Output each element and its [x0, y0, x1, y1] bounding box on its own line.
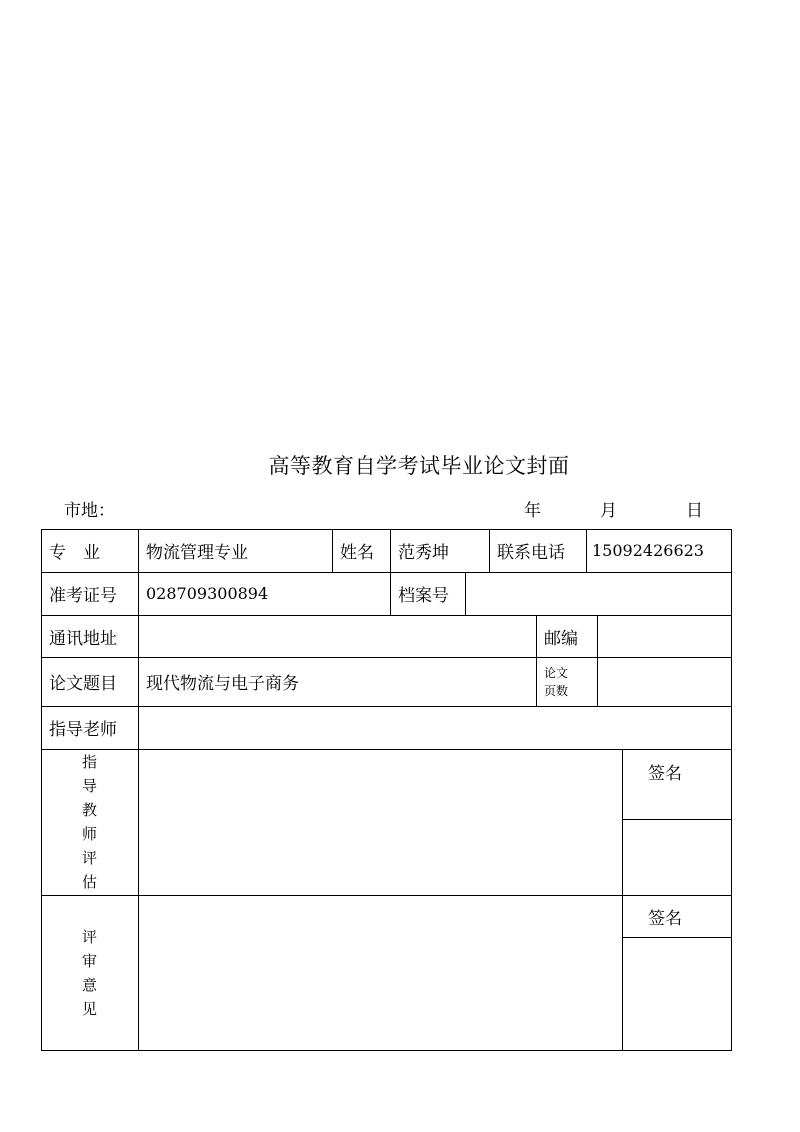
advisor-eval-label — [41, 749, 138, 895]
advisor-eval-char: 评 — [81, 849, 97, 867]
advisor-sign-field[interactable] — [622, 820, 732, 895]
thesis-cover-form — [41, 529, 732, 1051]
file-no-label: 档案号 — [398, 586, 449, 606]
pages-label-line2: 页数 — [544, 683, 569, 698]
thesis-title-label: 论文题目 — [49, 674, 117, 694]
review-char: 审 — [81, 952, 97, 970]
pages-label-line1: 论文 — [544, 665, 569, 680]
name-label: 姓名 — [340, 543, 374, 563]
address-label: 通讯地址 — [49, 628, 117, 649]
review-char: 意 — [81, 976, 97, 994]
day-label: 日 — [686, 501, 703, 521]
thesis-title-value[interactable]: 现代物流与电子商务 — [146, 674, 299, 694]
postcode-value[interactable] — [597, 615, 732, 657]
advisor-eval-char: 指 — [81, 753, 97, 771]
phone-label: 联系电话 — [497, 543, 565, 563]
month-label: 月 — [600, 501, 617, 521]
pages-label — [536, 657, 597, 706]
address-value[interactable] — [138, 615, 536, 657]
advisor-eval-content[interactable] — [138, 749, 622, 895]
phone-value[interactable]: 15092426623 — [592, 541, 704, 560]
postcode-label: 邮编 — [544, 628, 578, 649]
exam-id-label: 准考证号 — [49, 586, 117, 606]
review-sign-label: 签名 — [648, 908, 682, 929]
advisor-value[interactable] — [138, 706, 732, 749]
review-content[interactable] — [138, 895, 622, 1051]
form-title: 高等教育自学考试毕业论文封面 — [268, 454, 570, 478]
review-char: 见 — [81, 1000, 97, 1018]
review-sign-field[interactable] — [622, 938, 732, 1051]
exam-id-value[interactable]: 028709300894 — [146, 584, 269, 603]
advisor-sign-label: 签名 — [648, 763, 682, 784]
advisor-eval-char: 导 — [81, 777, 97, 795]
city-label: 市地： — [64, 501, 115, 521]
pages-value[interactable] — [597, 657, 732, 706]
review-char: 评 — [81, 928, 97, 946]
year-label: 年 — [524, 501, 541, 521]
file-no-value[interactable] — [465, 572, 732, 615]
review-label — [41, 895, 138, 1051]
major-label: 专 业 — [49, 543, 100, 563]
advisor-eval-char: 估 — [81, 873, 97, 891]
advisor-eval-char: 师 — [81, 825, 97, 843]
major-value[interactable]: 物流管理专业 — [146, 543, 248, 563]
name-value[interactable]: 范秀坤 — [398, 543, 449, 563]
advisor-eval-char: 教 — [81, 801, 97, 819]
advisor-label: 指导老师 — [49, 720, 117, 740]
